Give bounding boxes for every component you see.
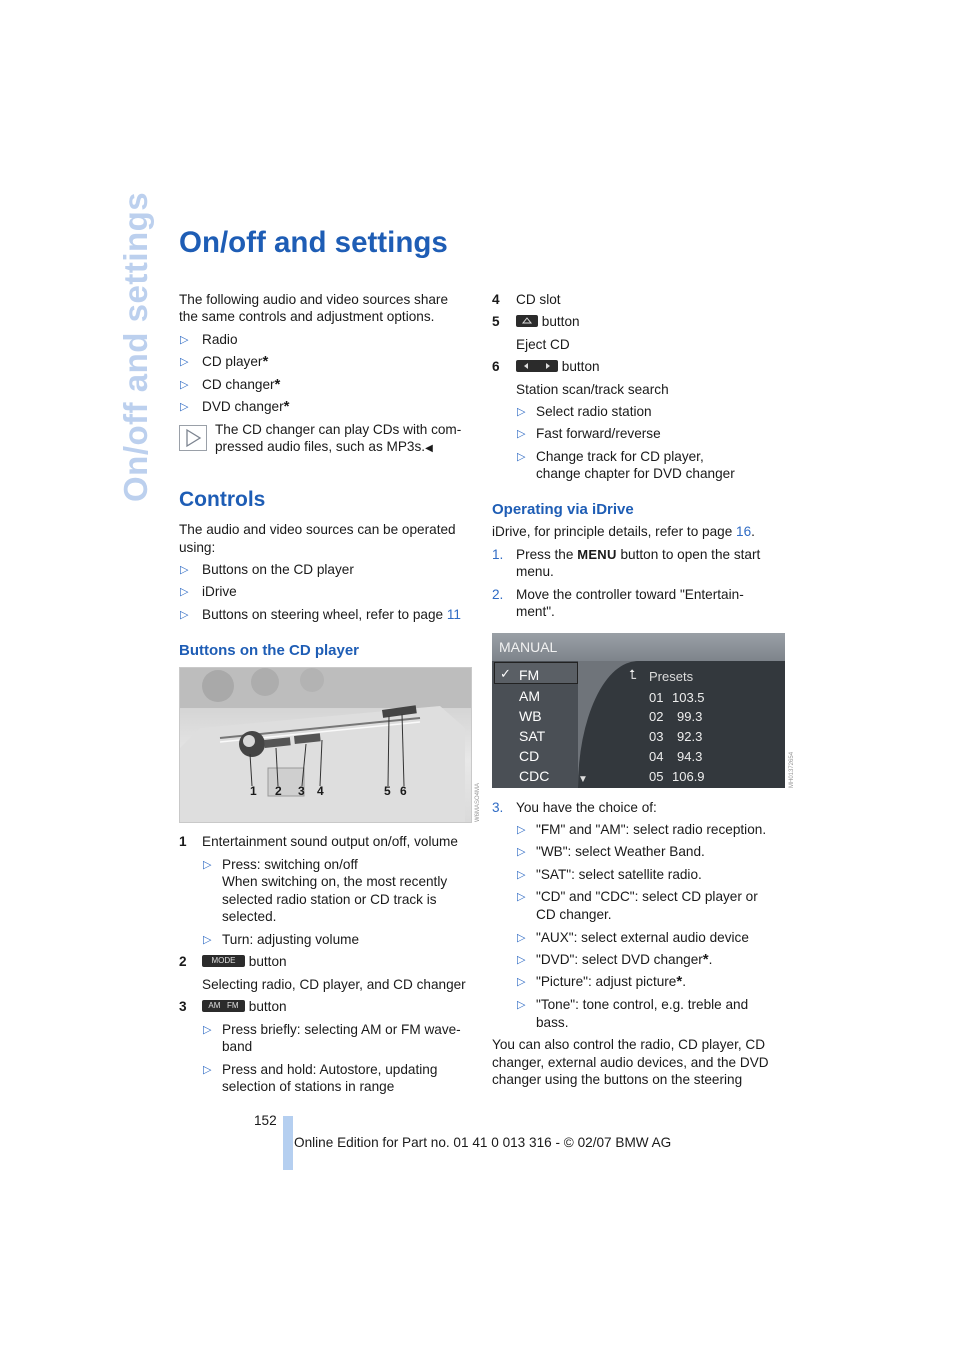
photo-code: W6MASO4MA [475, 782, 481, 822]
choice-item: "Tone": tone control, e.g. treble and [536, 997, 749, 1012]
bullet-icon: ▷ [517, 846, 526, 858]
callout-4: 4 [317, 784, 324, 798]
list-item: Buttons on steering wheel, refer to page 11 [202, 607, 461, 622]
intro-line-2: the same controls and adjustment options. [179, 309, 435, 324]
list-item: Select radio station [536, 404, 652, 419]
controls-heading: Controls [179, 488, 266, 511]
bullet-icon: ▷ [517, 891, 526, 903]
legend-3-press-2: band [222, 1039, 253, 1054]
list-item: Buttons on the CD player [202, 562, 354, 577]
mode-button-icon: MODE [202, 955, 245, 967]
preset-freq: 103.5 [672, 690, 705, 705]
menu-button-icon: MENU [577, 547, 617, 562]
legend-number-2: 2 [179, 954, 187, 969]
step-number-3: 3. [492, 800, 504, 815]
source-sat: SAT [519, 728, 546, 744]
preset-no: 04 [649, 749, 664, 764]
choice-item: "AUX": select external audio device [536, 930, 749, 945]
cd-player-heading: Buttons on the CD player [179, 642, 360, 659]
legend-number-1: 1 [179, 834, 187, 849]
bullet-icon: ▷ [203, 1064, 212, 1076]
closing-line-2: changer, external audio devices, and the DVD [492, 1055, 769, 1070]
preset-freq: 99.3 [677, 709, 703, 724]
callout-5: 5 [384, 784, 391, 798]
page-title: On/off and settings [179, 226, 448, 259]
legend-1-detail-3: selected. [222, 909, 277, 924]
bullet-icon: ▷ [203, 859, 212, 871]
page-link-16[interactable]: 16 [736, 524, 752, 539]
list-item-continued: change chapter for DVD changer [536, 466, 735, 481]
screen-header: MANUAL [499, 639, 558, 655]
check-icon: ✓ [500, 666, 511, 681]
note-line-1: The CD changer can play CDs with com- [215, 422, 462, 437]
preset-freq: 106.9 [672, 769, 705, 784]
bullet-icon: ▷ [180, 401, 189, 413]
bullet-icon: ▷ [180, 334, 189, 346]
source-cdc: CDC [519, 768, 550, 784]
bullet-icon: ▷ [517, 999, 526, 1011]
step-2-line-2: ment". [516, 604, 555, 619]
idrive-line: iDrive, for principle details, refer to page 16. [492, 524, 755, 539]
legend-number-5: 5 [492, 314, 500, 329]
callout-1: 1 [250, 784, 257, 798]
source-cd: CD [519, 748, 540, 764]
choice-item: "DVD": select DVD changer*. [536, 951, 713, 968]
controls-line-1: The audio and video sources can be operated [179, 522, 456, 537]
bullet-icon: ▷ [517, 428, 526, 440]
legend-3-hold-1: Press and hold: Autostore, updating [222, 1062, 438, 1077]
legend-text-3: AM FM button [202, 998, 287, 1016]
preset-no: 01 [649, 690, 664, 705]
list-item: CD changer* [202, 376, 281, 393]
end-mark-icon: ◀ [425, 443, 433, 454]
list-item: Change track for CD player, [536, 449, 704, 464]
bullet-icon: ▷ [203, 934, 212, 946]
closing-line-3: changer using the buttons on the steering [492, 1072, 743, 1087]
choice-item: "SAT": select satellite radio. [536, 867, 702, 882]
cd-player-photo [179, 667, 472, 823]
legend-text-5: button [516, 313, 580, 331]
bullet-icon: ▷ [517, 406, 526, 418]
legend-3-hold-2: selection of stations in range [222, 1079, 395, 1094]
presets-label: Presets [649, 669, 694, 684]
preset-no: 03 [649, 729, 664, 744]
legend-number-6: 6 [492, 359, 500, 374]
bullet-icon: ▷ [180, 609, 189, 621]
note-line-2: pressed audio files, such as MP3s.◀ [215, 439, 433, 454]
screen-code: MH01372654 [789, 751, 795, 788]
bullet-icon: ▷ [517, 976, 526, 988]
legend-number-4: 4 [492, 292, 500, 307]
legend-1-turn: Turn: adjusting volume [222, 932, 360, 947]
callout-2: 2 [275, 784, 282, 798]
footer-text: Online Edition for Part no. 01 41 0 013 316 - © 02/07 BMW AG [294, 1135, 672, 1150]
preset-freq: 92.3 [677, 729, 703, 744]
step-3-text: You have the choice of: [516, 800, 657, 815]
step-1-line-1: Press the MENU button to open the start [516, 547, 761, 562]
callout-3: 3 [298, 784, 305, 798]
bullet-icon: ▷ [517, 869, 526, 881]
legend-text-4: CD slot [516, 292, 561, 307]
legend-1-press: Press: switching on/off [222, 857, 358, 872]
idrive-heading: Operating via iDrive [492, 501, 634, 518]
seek-left-right-icon [516, 360, 558, 372]
presets-back-icon: ⮤ [629, 667, 637, 682]
side-chapter-title: On/off and settings [117, 191, 154, 502]
source-wb: WB [519, 708, 542, 724]
footer-accent-bar [283, 1116, 293, 1170]
list-item: CD player* [202, 353, 269, 370]
source-am: AM [519, 688, 540, 704]
legend-3-press-1: Press briefly: selecting AM or FM wave- [222, 1022, 461, 1037]
legend-number-3: 3 [179, 999, 187, 1014]
legend-1-detail-2: selected radio station or CD track is [222, 892, 437, 907]
list-item: iDrive [202, 584, 237, 599]
step-1-line-2: menu. [516, 564, 554, 579]
source-fm: FM [519, 667, 540, 683]
legend-5-detail: Eject CD [516, 337, 570, 352]
am-fm-button-icon: AM FM [202, 1000, 245, 1012]
page-number: 152 [254, 1113, 277, 1128]
choice-item: "CD" and "CDC": select CD player or [536, 889, 758, 904]
closing-line-1: You can also control the radio, CD player, CD [492, 1037, 766, 1052]
preset-no: 05 [649, 769, 664, 784]
legend-text-6: button [516, 358, 600, 376]
choice-item: "Picture": adjust picture*. [536, 973, 686, 990]
note-play-icon [179, 425, 207, 451]
bullet-icon: ▷ [180, 586, 189, 598]
page-link-11[interactable]: 11 [446, 607, 461, 622]
preset-freq: 94.3 [677, 749, 703, 764]
bullet-icon: ▷ [517, 932, 526, 944]
preset-no: 02 [649, 709, 664, 724]
list-item: Radio [202, 332, 238, 347]
bullet-icon: ▷ [203, 1024, 212, 1036]
list-item: DVD changer* [202, 398, 290, 415]
step-number-1: 1. [492, 547, 504, 562]
choice-item-continued: CD changer. [536, 907, 612, 922]
bullet-icon: ▷ [517, 451, 526, 463]
bullet-icon: ▷ [517, 824, 526, 836]
legend-6-detail: Station scan/track search [516, 382, 669, 397]
legend-1-detail-1: When switching on, the most recently [222, 874, 448, 889]
step-2-line-1: Move the controller toward "Entertain- [516, 587, 744, 602]
legend-2-detail: Selecting radio, CD player, and CD changer [202, 977, 466, 992]
eject-icon [516, 315, 538, 327]
legend-text-2: MODE button [202, 953, 287, 971]
choice-item-continued: bass. [536, 1015, 569, 1030]
scroll-down-icon: ▼ [578, 774, 588, 785]
callout-6: 6 [400, 784, 407, 798]
idrive-screen [492, 633, 785, 788]
step-number-2: 2. [492, 587, 504, 602]
intro-line-1: The following audio and video sources share [179, 292, 449, 307]
list-item: Fast forward/reverse [536, 426, 661, 441]
legend-text-1: Entertainment sound output on/off, volume [202, 834, 458, 849]
bullet-icon: ▷ [517, 954, 526, 966]
choice-item: "WB": select Weather Band. [536, 844, 705, 859]
bullet-icon: ▷ [180, 564, 189, 576]
controls-line-2: using: [179, 540, 216, 555]
bullet-icon: ▷ [180, 379, 189, 391]
choice-item: "FM" and "AM": select radio reception. [536, 822, 767, 837]
bullet-icon: ▷ [180, 356, 189, 368]
